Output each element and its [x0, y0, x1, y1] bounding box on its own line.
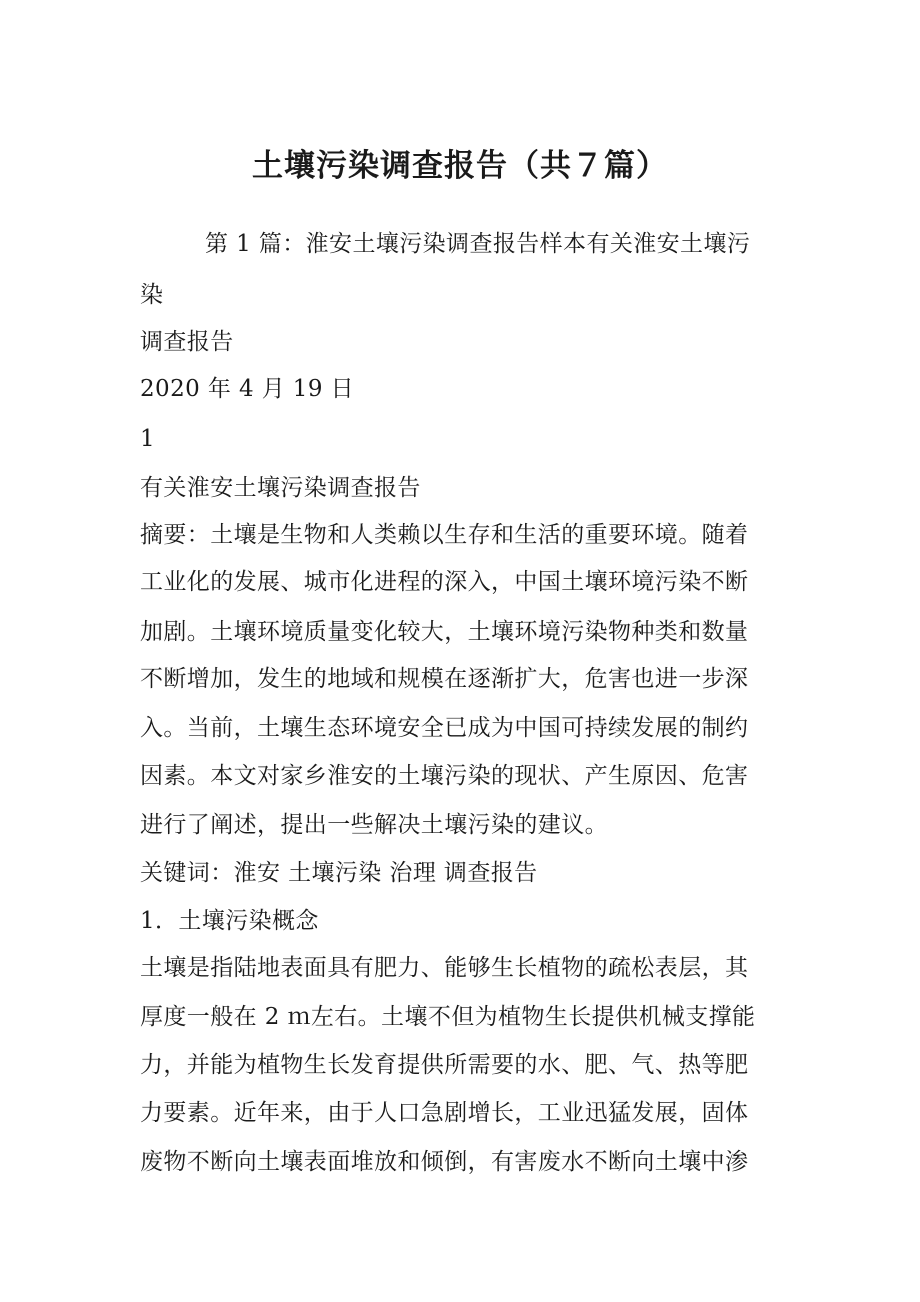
paragraph-line: 调查报告	[140, 329, 234, 355]
paragraph-line: 土壤是指陆地表面具有肥力、能够生长植物的疏松表层，其	[140, 955, 749, 981]
paragraph-line: 因素。本文对家乡淮安的土壤污染的现状、产生原因、危害	[140, 763, 749, 789]
paragraph-line: 染	[140, 282, 164, 308]
paragraph-line: 不断增加，发生的地域和规模在逐渐扩大，危害也进一步深	[140, 666, 749, 692]
paragraph-line: 加剧。土壤环境质量变化较大，土壤环境污染物种类和数量	[140, 619, 749, 645]
paragraph-line: 工业化的发展、城市化进程的深入，中国土壤环境污染不断	[140, 569, 749, 595]
date-line: 2020 年 4 月 19 日	[140, 376, 354, 402]
paragraph-line: 第 1 篇：淮安土壤污染调查报告样本有关淮安土壤污	[205, 231, 751, 257]
section-heading: 1．土壤污染概念	[140, 908, 319, 934]
paragraph-line: 进行了阐述，提出一些解决土壤污染的建议。	[140, 812, 608, 838]
paragraph-line: 厚度一般在 2 ｍ左右。土壤不但为植物生长提供机械支撑能	[140, 1004, 756, 1030]
paragraph-line: 摘要：土壤是生物和人类赖以生存和生活的重要环境。随着	[140, 522, 749, 548]
subtitle-line: 有关淮安土壤污染调查报告	[140, 475, 421, 501]
document-title: 土壤污染调查报告（共７篇）	[252, 148, 668, 184]
paragraph-line: 力，并能为植物生长发育提供所需要的水、肥、气、热等肥	[140, 1052, 749, 1078]
page-number-line: 1	[140, 426, 156, 452]
paragraph-line: 入。当前，土壤生态环境安全已成为中国可持续发展的制约	[140, 715, 749, 741]
paragraph-line: 力要素。近年来，由于人口急剧增长，工业迅猛发展，固体	[140, 1100, 749, 1126]
keywords-line: 关键词：淮安 土壤污染 治理 调查报告	[140, 860, 538, 886]
paragraph-line: 废物不断向土壤表面堆放和倾倒，有害废水不断向土壤中渗	[140, 1149, 749, 1175]
